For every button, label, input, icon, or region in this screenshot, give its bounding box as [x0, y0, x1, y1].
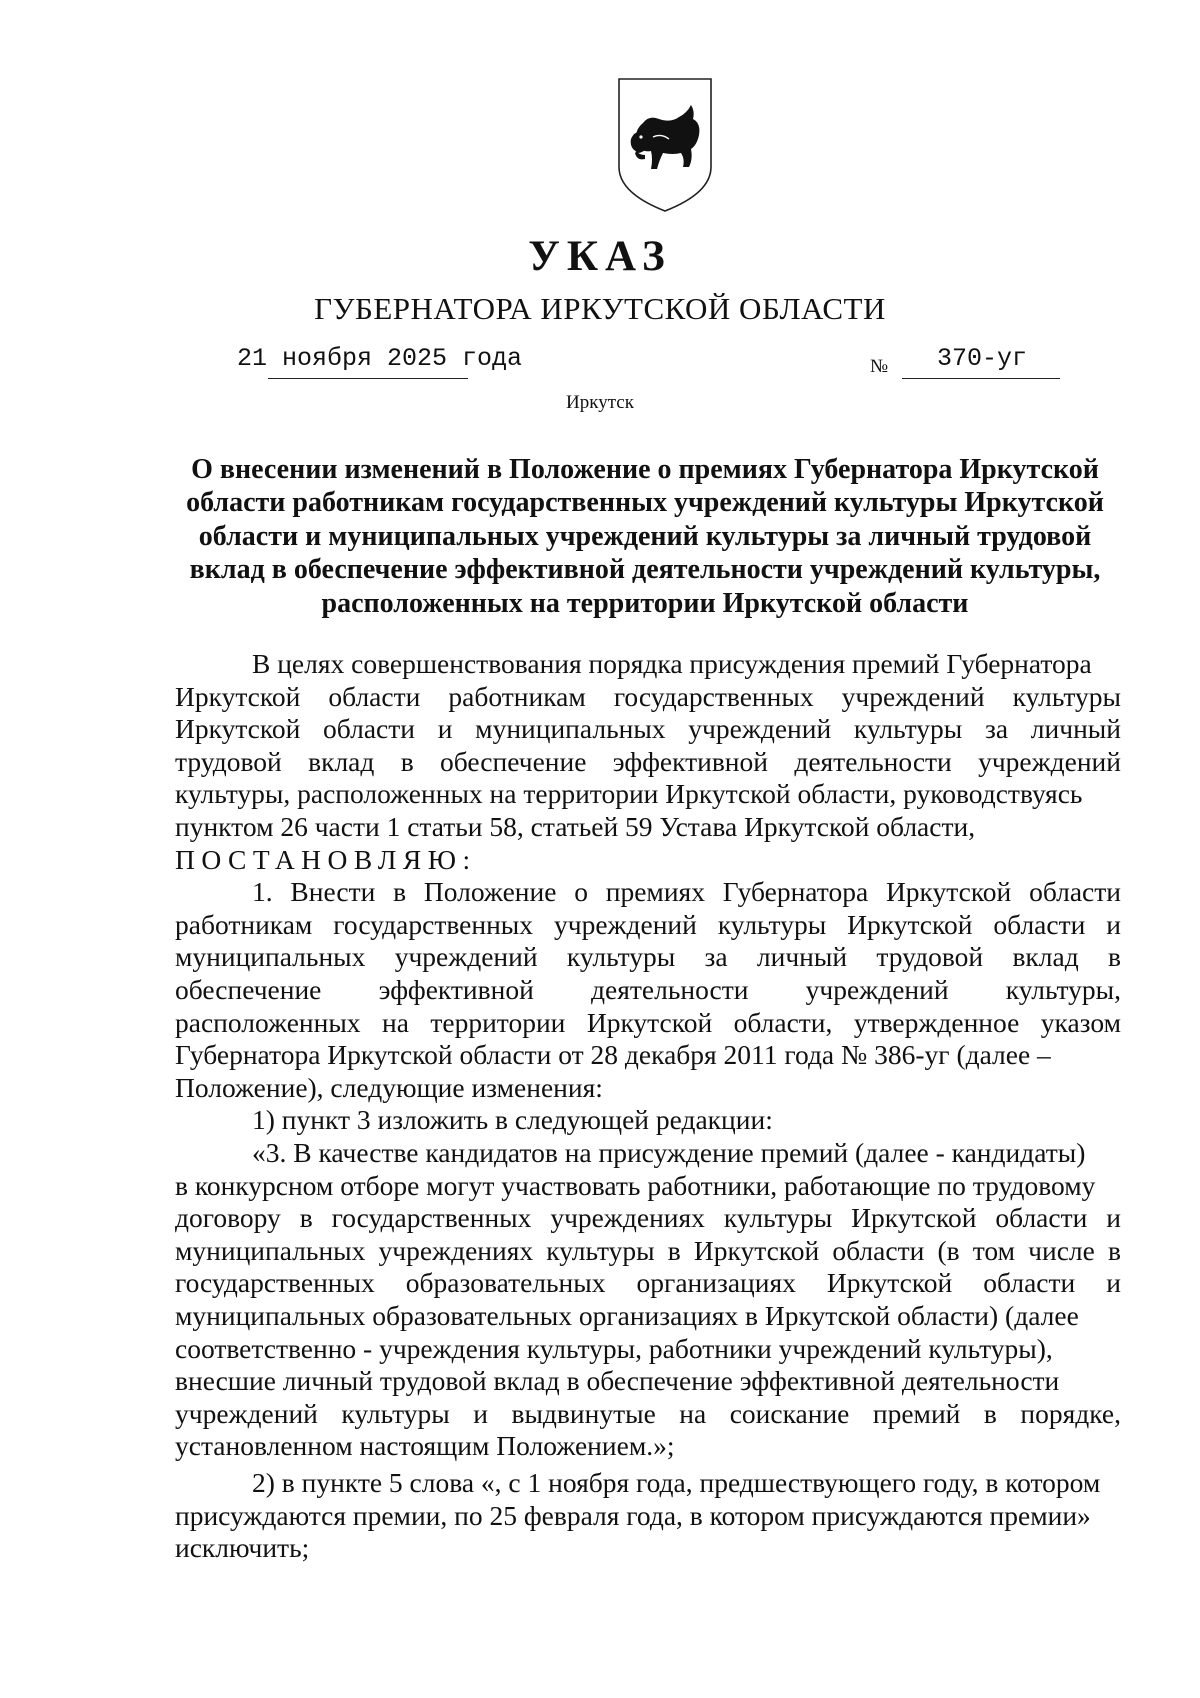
coat-of-arms-icon — [615, 75, 715, 215]
document-date: 21 ноября 2025 года — [237, 344, 523, 373]
issuer-title: ГУБЕРНАТОРА ИРКУТСКОЙ ОБЛАСТИ — [314, 291, 886, 326]
body-line: Иркутской области работникам государственных учреждений культуры — [175, 680, 1121, 712]
heading-line: расположенных на территории Иркутской области — [321, 587, 969, 619]
body-line: 1) пункт 3 изложить в следующей редакции: — [252, 1104, 773, 1136]
document-city: Иркутск — [566, 392, 634, 413]
body-line: государственных образовательных организациях Иркутской области и — [175, 1267, 1121, 1299]
body-line: 2) в пункте 5 слова «, с 1 ноября года, предшествующего году, в котором — [252, 1467, 1101, 1498]
document-heading — [180, 453, 1110, 620]
body-line: внесшие личный трудовой вклад в обеспечение эффективной деятельности — [175, 1365, 1060, 1397]
body-line: культуры, расположенных на территории Иркутской области, руководствуясь — [175, 778, 1083, 810]
body-line: муниципальных учреждениях культуры в Иркутской области (в том числе в — [175, 1234, 1121, 1266]
body-line: обеспечение эффективной деятельности учреждений культуры, — [175, 974, 1121, 1005]
body-line: исключить; — [175, 1532, 310, 1564]
body-line: договору в государственных учреждениях культуры Иркутской области и — [175, 1202, 1121, 1234]
heading-line: области и муниципальных учреждений культуры за личный трудовой — [198, 520, 1092, 552]
body-line: пунктом 26 части 1 статьи 58, статьей 59 Устава Иркутской области, — [175, 811, 976, 842]
heading-line: вклад в обеспечение эффективной деятельности учреждений культуры, — [189, 554, 1101, 586]
body-line: муниципальных образовательных организациях в Иркутской области) (далее — [175, 1300, 1079, 1331]
body-line: установленном настоящим Положением.»; — [175, 1430, 675, 1462]
resolve-word: ПОСТАНОВЛЯЮ: — [175, 843, 477, 875]
body-line: работникам государственных учреждений культуры Иркутской области и — [175, 908, 1121, 940]
body-line: В целях совершенствования порядка присуждения премий Губернатора — [252, 648, 1092, 679]
heading-line: О внесении изменений в Положение о премиях Губернатора Иркутской — [191, 454, 1099, 485]
body-line: Губернатора Иркутской области от 28 декабря 2011 года № 386-уг (далее – — [175, 1039, 1051, 1071]
date-underline — [268, 378, 468, 379]
body-line: соответственно - учреждения культуры, работники учреждений культуры), — [175, 1332, 1053, 1364]
heading-line: области работникам государственных учреждений культуры Иркутской — [186, 487, 1104, 519]
body-line: учреждений культуры и выдвинутые на соискание премий в порядке, — [175, 1397, 1121, 1429]
body-line: 1. Внести в Положение о премиях Губернатора Иркутской области — [252, 876, 1121, 908]
body-line: муниципальных учреждений культуры за личный трудовой вклад в — [175, 941, 1121, 973]
body-line: трудовой вклад в обеспечение эффективной деятельности учреждений — [175, 745, 1121, 777]
document-type-title: УКАЗ — [528, 233, 672, 280]
body-line: Положение), следующие изменения: — [175, 1071, 603, 1103]
body-line: присуждаются премии, по 25 февраля года, в котором присуждаются премии» — [175, 1499, 1091, 1531]
number-underline — [902, 378, 1060, 379]
document-number: 370-уг — [937, 344, 1028, 373]
body-line: в конкурсном отборе могут участвовать работники, работающие по трудовому — [175, 1169, 1096, 1201]
body-line: «3. В качестве кандидатов на присуждение премий (далее - кандидаты) — [252, 1137, 1086, 1168]
body-line: расположенных на территории Иркутской области, утвержденное указом — [175, 1006, 1121, 1038]
number-sign: № — [870, 356, 889, 377]
body-line: Иркутской области и муниципальных учреждений культуры за личный — [175, 713, 1121, 745]
